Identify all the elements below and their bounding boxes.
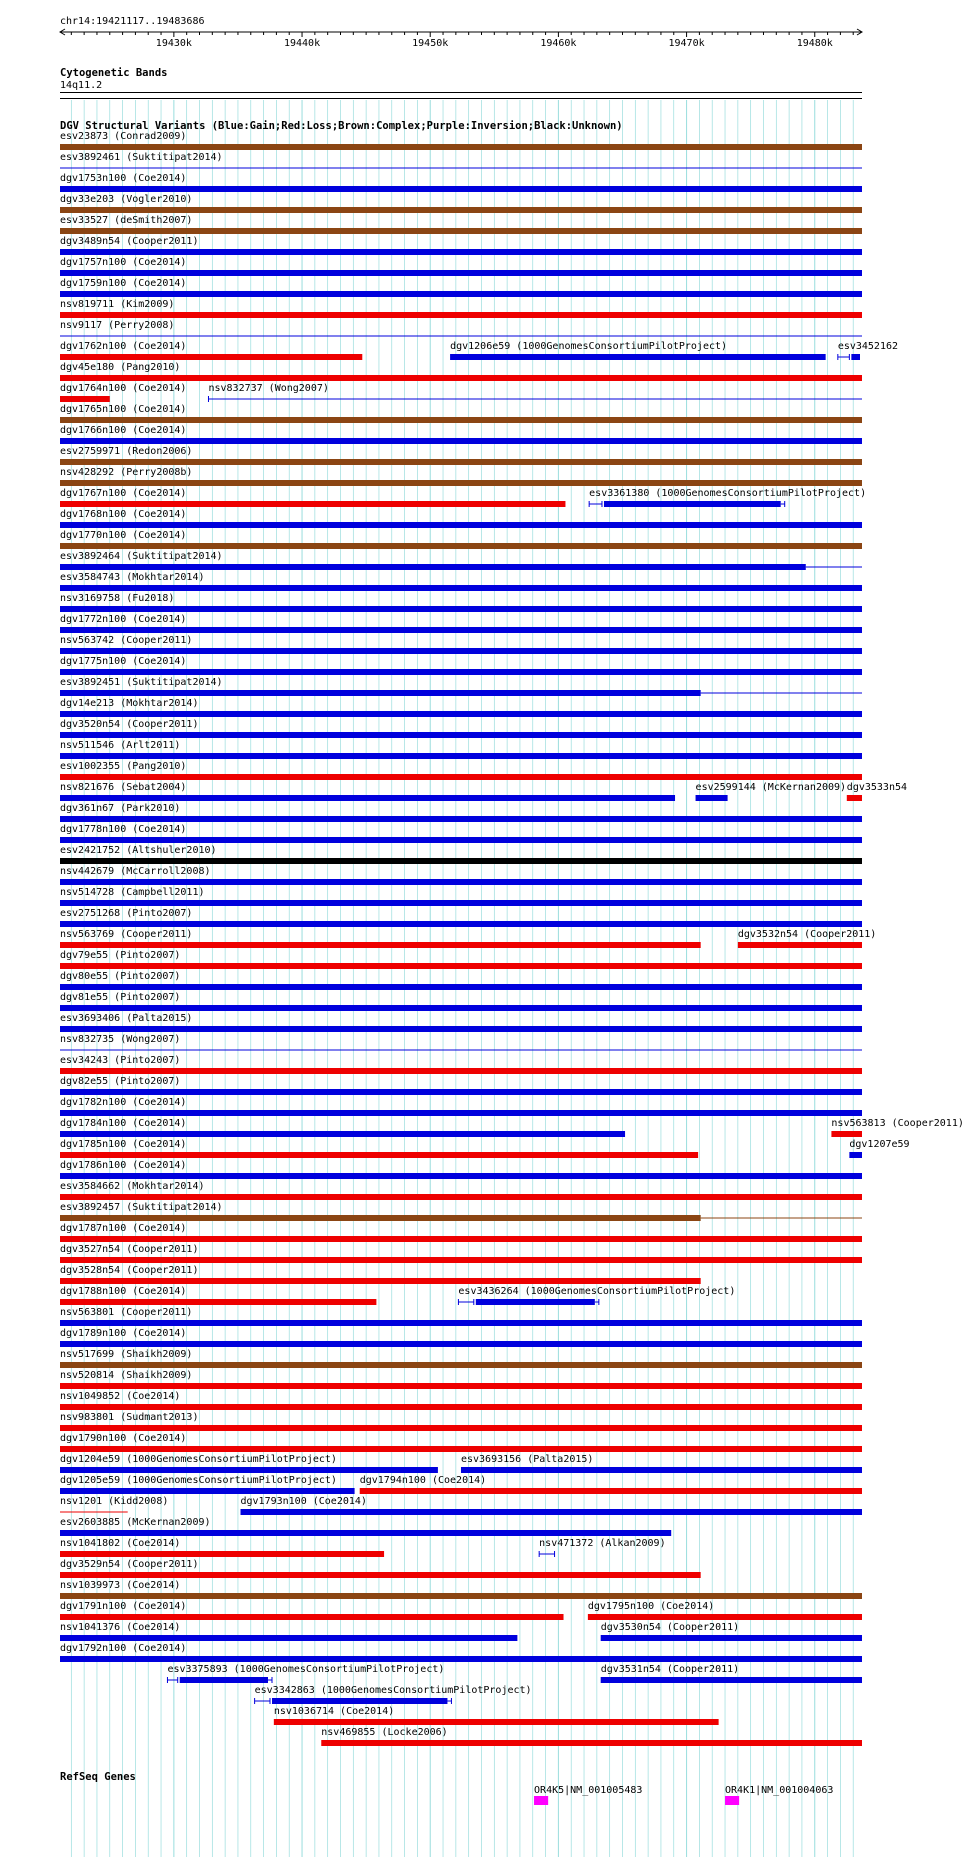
ruler-tick-label: 19430k (155, 38, 192, 49)
variant-label[interactable]: dgv361n67 (Park2010) (60, 803, 181, 814)
dgv-track-title[interactable]: DGV Structural Variants (Blue:Gain;Red:Loss;Brown:Complex;Purple:Inversion;Black:Unknown) (60, 120, 623, 132)
variant-label[interactable]: nsv1039973 (Coe2014) (60, 1580, 181, 1591)
variant-label[interactable]: esv3584662 (Mokhtar2014) (60, 1181, 205, 1192)
variant-label[interactable]: dgv1767n100 (Coe2014) (60, 488, 187, 499)
variant-label[interactable]: esv3361380 (1000GenomesConsortiumPilotProject) (589, 488, 867, 499)
variant-label[interactable]: dgv79e55 (Pinto2007) (60, 950, 181, 961)
variant-label[interactable]: esv2603885 (McKernan2009) (60, 1517, 211, 1528)
variant-label[interactable]: dgv1794n100 (Coe2014) (359, 1475, 487, 1486)
variant-label[interactable]: esv3584743 (Mokhtar2014) (60, 572, 205, 583)
variant-label[interactable]: dgv1205e59 (1000GenomesConsortiumPilotProject) (60, 1475, 337, 1486)
variant-label[interactable]: dgv1792n100 (Coe2014) (60, 1643, 187, 1654)
variant-label[interactable]: esv3892464 (Suktitipat2014) (60, 551, 223, 562)
variant-label[interactable]: dgv1788n100 (Coe2014) (60, 1286, 187, 1297)
variant-label[interactable]: nsv469855 (Locke2006) (321, 1727, 448, 1738)
variant-label[interactable]: esv3693406 (Palta2015) (60, 1013, 193, 1024)
region-label: chr14:19421117..19483686 (60, 16, 205, 27)
variant-label[interactable]: dgv3528n54 (Cooper2011) (60, 1265, 199, 1276)
variant-label[interactable]: esv2751268 (Pinto2007) (60, 908, 193, 919)
variant-label[interactable]: dgv14e213 (Mokhtar2014) (60, 698, 199, 709)
variant-label[interactable]: nsv1201 (Kidd2008) (60, 1496, 169, 1507)
variant-label[interactable]: dgv82e55 (Pinto2007) (60, 1076, 181, 1087)
variant-label[interactable]: nsv514728 (Campbell2011) (60, 887, 205, 898)
variant-label[interactable]: dgv1785n100 (Coe2014) (60, 1139, 187, 1150)
variant-label[interactable]: esv2421752 (Altshuler2010) (60, 845, 217, 856)
variant-label[interactable]: dgv1790n100 (Coe2014) (60, 1433, 187, 1444)
variant-label[interactable]: dgv1772n100 (Coe2014) (60, 614, 187, 625)
variant-label[interactable]: nsv511546 (Arlt2011) (60, 740, 181, 751)
variant-label[interactable]: dgv1204e59 (1000GenomesConsortiumPilotProject) (60, 1454, 337, 1465)
gene-exon[interactable] (534, 1796, 548, 1805)
variant-label[interactable]: esv3436264 (1000GenomesConsortiumPilotProject) (458, 1286, 736, 1297)
variant-label[interactable]: nsv563742 (Cooper2011) (60, 635, 193, 646)
variant-label[interactable]: esv3693156 (Palta2015) (460, 1454, 594, 1465)
variant-label[interactable]: nsv983801 (Sudmant2013) (60, 1412, 199, 1423)
variant-label[interactable]: dgv1789n100 (Coe2014) (60, 1328, 187, 1339)
variant-label[interactable]: dgv3489n54 (Cooper2011) (60, 236, 199, 247)
variant-label[interactable]: esv3892457 (Suktitipat2014) (60, 1202, 223, 1213)
variant-label[interactable]: esv2599144 (McKernan2009) (695, 782, 847, 793)
variant-label[interactable]: esv3892451 (Suktitipat2014) (60, 677, 223, 688)
variant-label[interactable]: dgv1770n100 (Coe2014) (60, 530, 187, 541)
variant-label[interactable]: nsv832735 (Wong2007) (60, 1034, 181, 1045)
variant-label[interactable]: nsv563769 (Cooper2011) (60, 929, 193, 940)
variant-label[interactable]: nsv563801 (Cooper2011) (60, 1307, 193, 1318)
ruler-tick-label: 19470k (668, 38, 705, 49)
gene-label[interactable]: OR4K1|NM_001004063 (725, 1785, 834, 1796)
ruler-tick-label: 19460k (540, 38, 577, 49)
variant-label[interactable]: dgv3532n54 (Cooper2011) (737, 929, 877, 940)
cytoband-label: 14q11.2 (60, 80, 103, 91)
variant-label[interactable]: dgv1206e59 (1000GenomesConsortiumPilotProject) (450, 341, 728, 352)
variant-label[interactable]: esv2759971 (Redon2006) (60, 446, 193, 457)
variant-label[interactable]: dgv33e203 (Vogler2010) (60, 194, 193, 205)
variant-label[interactable]: dgv80e55 (Pinto2007) (60, 971, 181, 982)
variant-label[interactable]: dgv3520n54 (Cooper2011) (60, 719, 199, 730)
variant-label[interactable]: dgv1793n100 (Coe2014) (240, 1496, 367, 1507)
variant-label[interactable]: dgv3533n54 (846, 782, 908, 793)
cytoband-track-title[interactable]: Cytogenetic Bands (60, 67, 168, 79)
variant-label[interactable]: nsv563813 (Cooper2011) (831, 1118, 964, 1129)
variant-label[interactable]: dgv1764n100 (Coe2014) (60, 383, 187, 394)
variant-label[interactable]: dgv1766n100 (Coe2014) (60, 425, 187, 436)
variant-label[interactable]: dgv3530n54 (Cooper2011) (600, 1622, 740, 1633)
variant-label[interactable]: esv1002355 (Pang2010) (60, 761, 187, 772)
variant-label[interactable]: esv23873 (Conrad2009) (60, 131, 187, 142)
variant-label[interactable]: esv33527 (deSmith2007) (60, 215, 193, 226)
variant-label[interactable]: nsv3169758 (Fu2018) (60, 593, 175, 604)
variant-label[interactable]: nsv517699 (Shaikh2009) (60, 1349, 193, 1360)
variant-label[interactable]: dgv1753n100 (Coe2014) (60, 173, 187, 184)
variant-label[interactable]: esv3342863 (1000GenomesConsortiumPilotProject) (254, 1685, 532, 1696)
variant-label[interactable]: nsv1041802 (Coe2014) (60, 1538, 181, 1549)
variant-label[interactable]: dgv1778n100 (Coe2014) (60, 824, 187, 835)
variant-label[interactable]: dgv81e55 (Pinto2007) (60, 992, 181, 1003)
variant-label[interactable]: dgv3531n54 (Cooper2011) (600, 1664, 740, 1675)
gene-exon[interactable] (725, 1796, 739, 1805)
variant-label[interactable]: dgv1207e59 (849, 1139, 910, 1150)
variant-label[interactable]: dgv1762n100 (Coe2014) (60, 341, 187, 352)
refseq-track-title[interactable]: RefSeq Genes (60, 1771, 136, 1783)
ruler-tick-label: 19440k (283, 38, 321, 49)
variant-label[interactable]: dgv1759n100 (Coe2014) (60, 278, 187, 289)
variant-label[interactable]: nsv442679 (McCarroll2008) (60, 866, 211, 877)
variant-label[interactable]: dgv1757n100 (Coe2014) (60, 257, 187, 268)
variant-label[interactable]: nsv819711 (Kim2009) (60, 299, 175, 310)
ruler-tick-label: 19450k (412, 38, 449, 49)
variant-label[interactable]: esv34243 (Pinto2007) (60, 1055, 181, 1066)
variant-label[interactable]: esv3375893 (1000GenomesConsortiumPilotProject) (167, 1664, 445, 1675)
variant-label[interactable]: nsv9117 (Perry2008) (60, 320, 175, 331)
gene-label[interactable]: OR4K5|NM_001005483 (534, 1785, 643, 1796)
variant-label[interactable]: nsv1036714 (Coe2014) (273, 1706, 395, 1717)
variant-label[interactable]: dgv1768n100 (Coe2014) (60, 509, 187, 520)
variant-label[interactable]: dgv3529n54 (Cooper2011) (60, 1559, 199, 1570)
variant-label[interactable]: esv3452162 (837, 341, 899, 352)
variant-label[interactable]: dgv1786n100 (Coe2014) (60, 1160, 187, 1171)
variant-label[interactable]: nsv832737 (Wong2007) (208, 383, 329, 394)
variant-label[interactable]: dgv1782n100 (Coe2014) (60, 1097, 187, 1108)
variant-label[interactable]: dgv1775n100 (Coe2014) (60, 656, 187, 667)
variant-label[interactable]: esv3892461 (Suktitipat2014) (60, 152, 223, 163)
variant-label[interactable]: dgv1765n100 (Coe2014) (60, 404, 187, 415)
variant-label[interactable]: nsv520814 (Shaikh2009) (60, 1370, 193, 1381)
variant-label[interactable]: dgv1787n100 (Coe2014) (60, 1223, 187, 1234)
variant-label[interactable]: dgv45e180 (Pang2010) (60, 362, 181, 373)
variant-label[interactable]: dgv1791n100 (Coe2014) (60, 1601, 187, 1612)
variant-label[interactable]: dgv3527n54 (Cooper2011) (60, 1244, 199, 1255)
variant-label[interactable]: nsv1041376 (Coe2014) (60, 1622, 181, 1633)
ruler-tick-label: 19480k (796, 38, 833, 49)
variant-label[interactable]: nsv471372 (Alkan2009) (539, 1538, 666, 1549)
variant-label[interactable]: dgv1784n100 (Coe2014) (60, 1118, 187, 1129)
variant-label[interactable]: dgv1795n100 (Coe2014) (587, 1601, 715, 1612)
variant-label[interactable]: nsv428292 (Perry2008b) (60, 467, 193, 478)
variant-label[interactable]: nsv1049852 (Coe2014) (60, 1391, 181, 1402)
variant-label[interactable]: nsv821676 (Sebat2004) (60, 782, 187, 793)
